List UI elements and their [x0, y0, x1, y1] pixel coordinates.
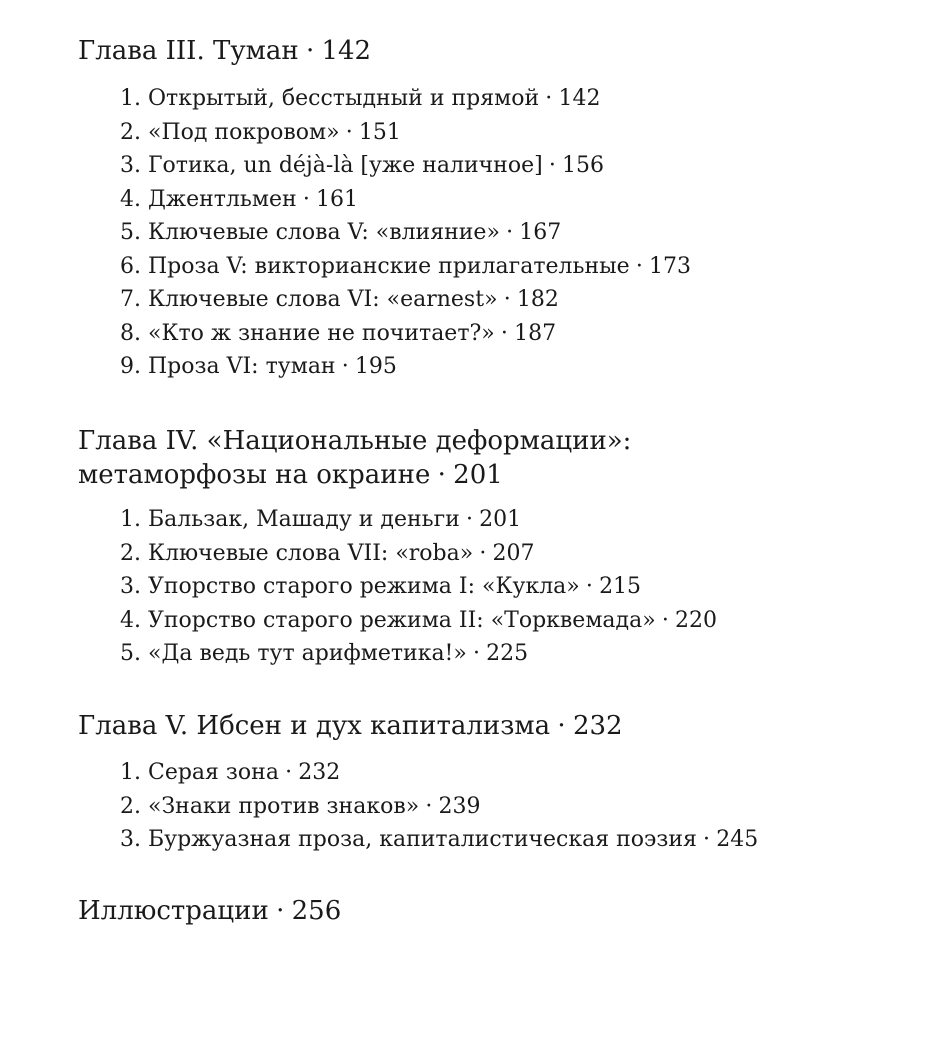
entry-title: 4. Упорство старого режима II: «Торквемада» [120, 607, 656, 633]
entry-page-number: 187 [514, 320, 557, 346]
entry-page-number: 142 [558, 86, 601, 111]
toc-entry [120, 183, 691, 217]
toc-entry [120, 503, 717, 537]
entry-title: 6. Проза V: викторианские прилагательные [120, 253, 630, 279]
page-separator: · [585, 574, 593, 599]
entry-title: 1. Серая зона [120, 760, 279, 785]
entry-page-number: 207 [492, 540, 535, 566]
page-separator: · [465, 507, 473, 532]
toc-entry [120, 250, 691, 284]
entry-title: 2. «Знаки против знаков» [120, 793, 420, 819]
toc-entry [120, 149, 691, 183]
entry-page-number: 239 [438, 793, 481, 819]
entry-title: 2. Ключевые слова VII: «roba» [120, 540, 474, 566]
toc-entry [120, 823, 758, 857]
toc-entry [120, 317, 691, 351]
entry-page-number: 201 [479, 507, 522, 532]
chapter-page-number: 142 [321, 36, 372, 66]
entry-title: 5. Ключевые слова V: «влияние» [120, 220, 500, 245]
page-separator: · [302, 186, 310, 212]
entry-title: 4. Джентльмен [120, 186, 297, 212]
entry-title: 9. Проза VI: туман [120, 354, 336, 379]
chapter-page-number: 201 [453, 460, 503, 490]
toc-entry [120, 283, 691, 317]
illustrations-heading [78, 894, 341, 928]
page-separator: · [479, 540, 487, 566]
entry-title: 8. «Кто ж знание не почитает?» [120, 320, 495, 346]
toc-entry [120, 216, 691, 250]
page-separator: · [473, 641, 481, 666]
section-list-chapter-5 [120, 756, 758, 857]
entry-page-number: 182 [516, 287, 559, 312]
chapter-heading-4 [78, 424, 631, 492]
toc-entry [120, 537, 717, 571]
chapter-title-line-2-wrap [78, 458, 631, 492]
entry-page-number: 151 [358, 119, 401, 145]
toc-entry [120, 604, 717, 638]
page-separator: · [635, 253, 643, 279]
chapter-heading-5 [78, 709, 623, 743]
toc-entry [120, 756, 758, 790]
page-separator: · [703, 827, 711, 852]
toc-entry [120, 790, 758, 824]
entry-title: 3. Готика, un déjà-là [уже наличное] [120, 153, 543, 178]
chapter-title-line-1: Глава IV. «Национальные деформации»: [78, 426, 632, 456]
entry-title: 3. Буржуазная проза, капиталистическая поэзия [120, 827, 697, 852]
page-separator: · [500, 320, 508, 346]
entry-title: 3. Упорство старого режима I: «Кукла» [120, 574, 580, 599]
entry-page-number: 161 [316, 186, 359, 212]
toc-entry [120, 350, 691, 384]
entry-page-number: 245 [716, 827, 759, 852]
chapter-page-number: 232 [572, 711, 623, 741]
chapter-title: Иллюстрации [78, 896, 269, 926]
page-separator: · [425, 793, 433, 819]
entry-title: 2. «Под покровом» [120, 119, 340, 145]
page-separator: · [661, 607, 669, 633]
toc-entry [120, 116, 691, 150]
entry-title: 7. Ключевые слова VI: «earnest» [120, 287, 498, 312]
toc-entry [120, 570, 717, 604]
entry-page-number: 225 [486, 641, 529, 666]
entry-page-number: 220 [674, 607, 717, 633]
page-separator: · [305, 36, 315, 66]
entry-page-number: 156 [562, 153, 604, 178]
entry-page-number: 232 [298, 760, 341, 785]
entry-page-number: 195 [354, 354, 397, 379]
entry-page-number: 173 [648, 253, 691, 279]
page-separator: · [276, 896, 285, 926]
chapter-title-line-2: метаморфозы на окраине [78, 460, 431, 490]
page-separator: · [437, 460, 446, 490]
toc-entry [120, 637, 717, 671]
entry-page-number: 167 [519, 220, 562, 245]
entry-title: 1. Открытый, бесстыдный и прямой [120, 86, 540, 111]
page-separator: · [341, 354, 349, 379]
page-separator: · [285, 760, 293, 785]
entry-title: 5. «Да ведь тут арифметика!» [120, 641, 467, 666]
page-separator: · [545, 86, 553, 111]
page-separator: · [345, 119, 353, 145]
page-separator: · [503, 287, 511, 312]
page-separator: · [548, 153, 556, 178]
page-separator: · [557, 711, 566, 741]
section-list-chapter-3 [120, 82, 691, 384]
section-list-chapter-4 [120, 503, 717, 671]
chapter-heading-3 [78, 34, 371, 68]
chapter-title: Глава V. Ибсен и дух капитализма [78, 711, 551, 741]
chapter-page-number: 256 [291, 896, 342, 926]
page-separator: · [506, 220, 514, 245]
chapter-title: Глава III. Туман [78, 36, 299, 66]
entry-title: 1. Бальзак, Машаду и деньги [120, 507, 460, 532]
toc-entry [120, 82, 691, 116]
entry-page-number: 215 [599, 574, 642, 599]
